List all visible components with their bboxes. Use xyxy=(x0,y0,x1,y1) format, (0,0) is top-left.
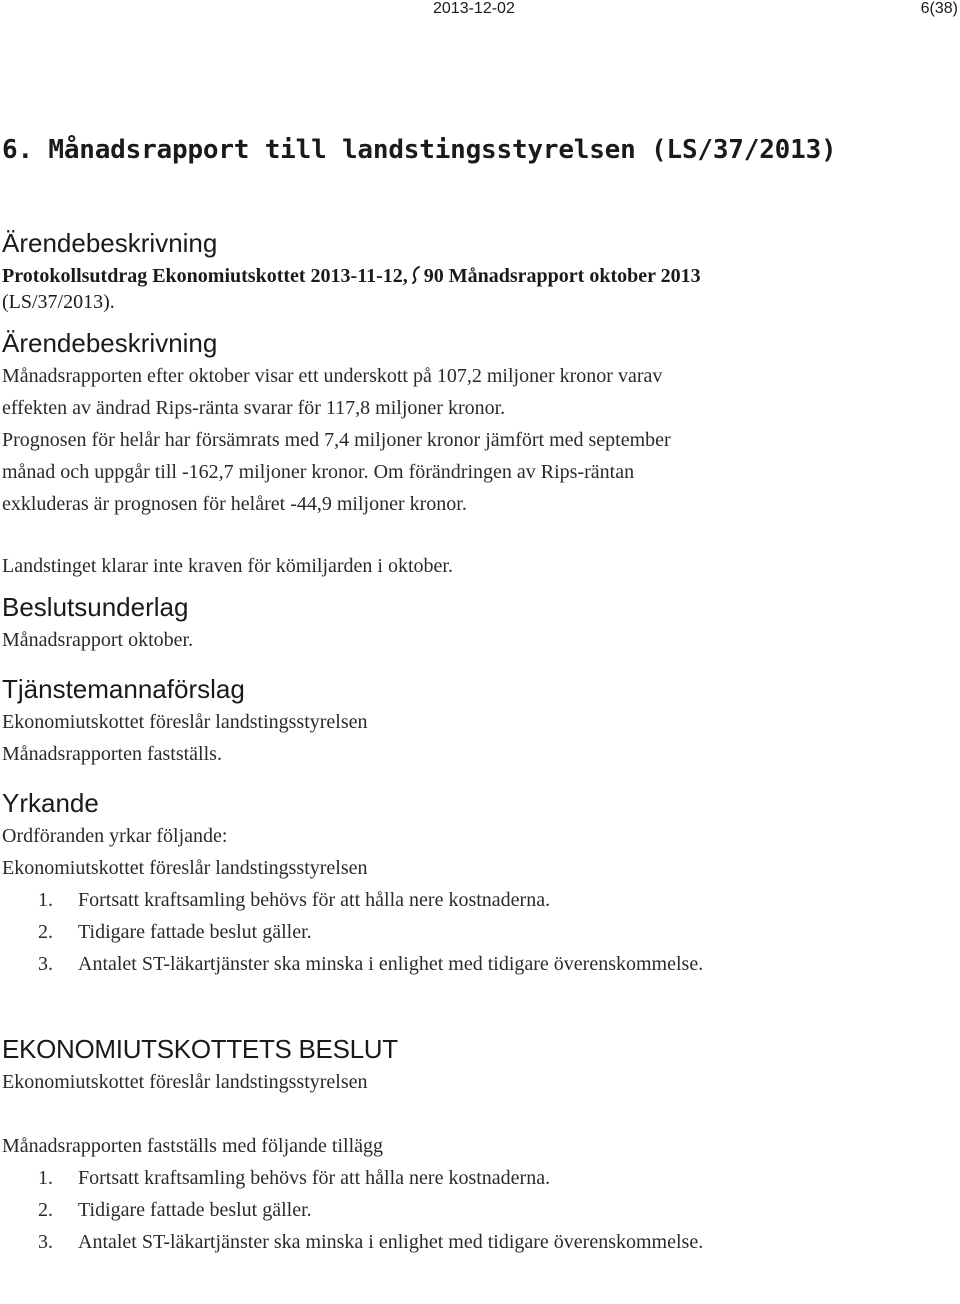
list-item xyxy=(2,948,952,980)
list-item-text: Antalet ST-läkartjänster ska minska i enlighet med tidigare överenskommelse. xyxy=(78,953,704,975)
list-item xyxy=(2,1194,952,1226)
proposal-line-2: Månadsrapporten fastställs. xyxy=(2,743,222,765)
section-tjanstemannaforslag xyxy=(2,672,952,770)
list-item-number: 1. xyxy=(38,889,53,911)
list-item-number: 3. xyxy=(38,1231,53,1253)
description-line-3: Prognosen för helår har försämrats med 7,4 miljoner kronor jämfört med september xyxy=(2,429,671,451)
list-item xyxy=(2,884,952,916)
description-line-4: månad och uppgår till -162,7 miljoner kronor. Om förändringen av Rips-räntan xyxy=(2,461,635,483)
list-item-text: Antalet ST-läkartjänster ska minska i enlighet med tidigare överenskommelse. xyxy=(78,1231,704,1253)
list-item-number: 1. xyxy=(38,1167,53,1189)
list-item-text: Fortsatt kraftsamling behövs för att hålla nere kostnaderna. xyxy=(78,889,551,911)
list-item xyxy=(2,916,952,948)
section-heading: EKONOMIUTSKOTTETS BESLUT xyxy=(2,1034,398,1064)
decision-basis-text: Månadsrapport oktober. xyxy=(2,629,194,651)
motion-list xyxy=(2,884,952,980)
section-ekonomiutskottets-beslut xyxy=(2,1032,952,1258)
list-item-text: Tidigare fattade beslut gäller. xyxy=(78,921,312,943)
section-beslutsunderlag xyxy=(2,590,952,656)
section-heading: Tjänstemannaförslag xyxy=(2,674,245,704)
document-title: 6. Månadsrapport till landstingsstyrelsen (LS/37/2013) xyxy=(2,135,837,165)
case-number-line: (LS/37/2013). xyxy=(2,291,115,313)
page-header xyxy=(0,0,960,24)
description-line-2: effekten av ändrad Rips-ränta svarar för 117,8 miljoner kronor. xyxy=(2,397,506,419)
list-item-number: 2. xyxy=(38,921,53,943)
header-page-number: 6(38) xyxy=(920,0,958,17)
description-extra: Landstinget klarar inte kraven för kömiljarden i oktober. xyxy=(2,555,453,577)
document-body xyxy=(2,130,952,1258)
header-date: 2013-12-02 xyxy=(433,0,515,17)
section-yrkande xyxy=(2,786,952,980)
decision-line-2: Månadsrapporten fastställs med följande tillägg xyxy=(2,1135,384,1157)
decision-line-1: Ekonomiutskottet föreslår landstingsstyrelsen xyxy=(2,1071,368,1093)
list-item xyxy=(2,1226,952,1258)
protocol-excerpt-after: 90 Månadsrapport oktober 2013 xyxy=(423,265,701,287)
list-item-text: Fortsatt kraftsamling behövs för att hålla nere kostnaderna. xyxy=(78,1167,551,1189)
description-line-1: Månadsrapporten efter oktober visar ett underskott på 107,2 miljoner kronor varav xyxy=(2,365,663,387)
proposal-line-1: Ekonomiutskottet föreslår landstingsstyrelsen xyxy=(2,711,368,733)
list-item-text: Tidigare fattade beslut gäller. xyxy=(78,1199,312,1221)
list-item-number: 3. xyxy=(38,953,53,975)
protocol-excerpt-before: Protokollsutdrag Ekonomiutskottet 2013-11-12, xyxy=(2,265,408,287)
section-heading: Beslutsunderlag xyxy=(2,592,189,622)
section-arendebeskrivning-1 xyxy=(2,226,952,318)
list-item-number: 2. xyxy=(38,1199,53,1221)
description-line-5: exkluderas är prognosen för helåret -44,9 miljoner kronor. xyxy=(2,493,467,515)
list-item xyxy=(2,1162,952,1194)
decision-list xyxy=(2,1162,952,1258)
section-arendebeskrivning-2 xyxy=(2,326,952,582)
section-heading: Yrkande xyxy=(2,788,99,818)
motion-line-2: Ekonomiutskottet föreslår landstingsstyrelsen xyxy=(2,857,368,879)
section-heading: Ärendebeskrivning xyxy=(2,228,218,258)
section-sign-icon xyxy=(410,265,422,285)
section-heading: Ärendebeskrivning xyxy=(2,328,218,358)
motion-line-1: Ordföranden yrkar följande: xyxy=(2,825,228,847)
